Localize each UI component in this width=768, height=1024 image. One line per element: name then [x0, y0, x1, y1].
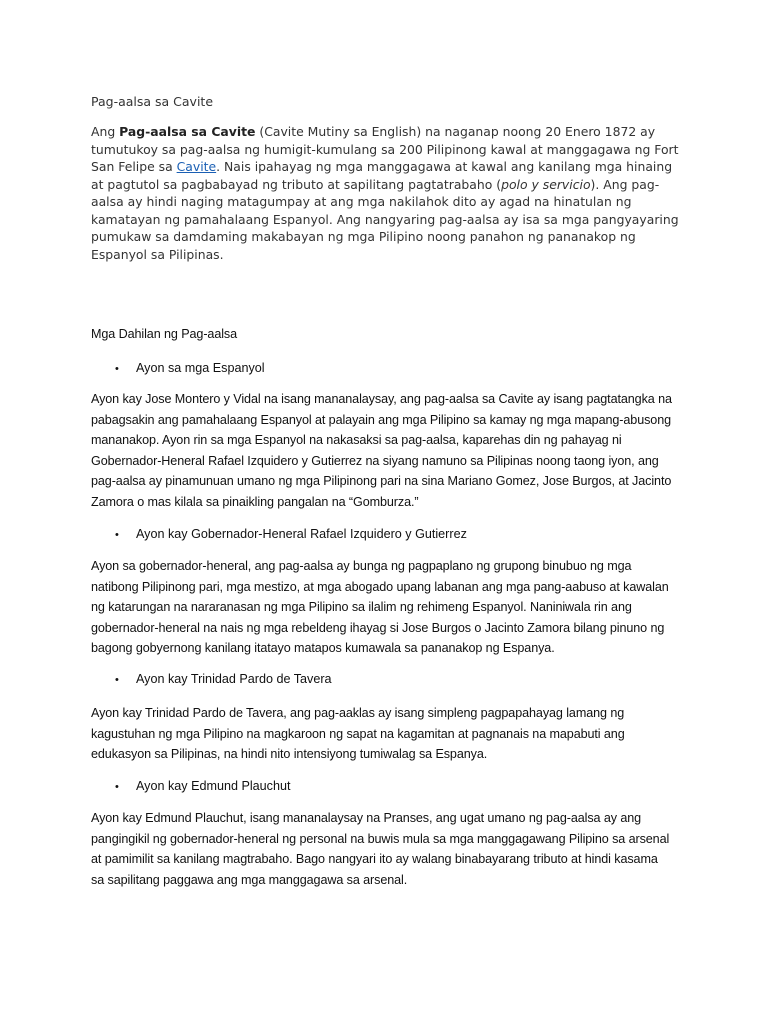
intro-paragraph	[91, 123, 687, 263]
paragraph-line: bagong gobyernong kanilang itatayo matapos kumawala sa pananakop ng Espanya.	[91, 641, 555, 656]
paragraph-line: Gobernador-Heneral Rafael Izquidero y Gutierrez na siyang namuno sa Pilipinas noong taong iyon, ang	[91, 453, 659, 468]
paragraph-line: Ayon kay Jose Montero y Vidal na isang mananalaysay, ang pag-aalsa sa Cavite ay isang pagtatangka na	[91, 392, 672, 406]
bullet-item	[115, 670, 332, 689]
section-paragraph	[91, 556, 681, 659]
paragraph-line: pabagsakin ang pamahalaang Espanyol at palayain ang mga Pilipino sa kamay ng mga mapang-abusong	[91, 412, 672, 427]
paragraph-line: sa sapilitang paggawa ang mga manggagawa sa arsenal.	[91, 872, 408, 887]
paragraph-line: pag-aalsa ay pinamunuan umano ng mga Pilipinong pari na sina Mariano Gomez, Jose Burgos, at Jacinto	[91, 474, 672, 489]
bullet-icon: •	[115, 529, 119, 541]
paragraph-line: Ayon kay Edmund Plauchut, isang mananalaysay na Pranses, ang ugat umano ng pag-aalsa ay ang	[91, 811, 642, 825]
bullet-icon: •	[115, 781, 119, 793]
bullet-item	[115, 777, 291, 796]
section-paragraph	[91, 808, 681, 890]
cavite-link[interactable]: Cavite	[176, 159, 217, 174]
paragraph-line: Zamora o mas kilala sa pinaikling pangalan na “Gomburza.”	[91, 494, 419, 509]
section-paragraph	[91, 389, 681, 513]
intro-bold-term: Pag-aalsa sa Cavite	[119, 124, 256, 139]
paragraph-line: natibong Pilipinong pari, mga mestizo, at mga abogado upang labanan ang mga pang-aabuso at kawalan	[91, 579, 669, 594]
section-title: Mga Dahilan ng Pag-aalsa	[91, 327, 238, 341]
document-title: Pag-aalsa sa Cavite	[91, 94, 214, 109]
bullet-label: Ayon kay Trinidad Pardo de Tavera	[136, 672, 332, 686]
paragraph-line: Ayon sa gobernador-heneral, ang pag-aalsa ay bunga ng pagpaplano ng grupong binubuo ng mga	[91, 559, 632, 573]
bullet-icon: •	[115, 674, 119, 686]
intro-italic-term: polo y servicio	[501, 176, 591, 192]
bullet-item	[115, 525, 467, 544]
intro-text-2: (Cavite Mutiny sa English) na naganap noong 20 Enero 1872 ay tumutukoy sa pag-aalsa ng humigit-kumulang sa 200 Pilipinong kawal at manggagawa ng Fort San Felipe sa	[91, 124, 679, 174]
bullet-label: Ayon kay Edmund Plauchut	[136, 779, 291, 793]
paragraph-line: gobernador-heneral na nais ng mga rebeldeng ihayag si Jose Burgos o Jacinto Zamora bilang pinuno ng	[91, 620, 665, 635]
bullet-label: Ayon kay Gobernador-Heneral Rafael Izquidero y Gutierrez	[136, 527, 467, 541]
bullet-label: Ayon sa mga Espanyol	[136, 361, 265, 375]
bullet-icon: •	[115, 363, 119, 375]
paragraph-line: ng katarungan na nararanasan ng mga Pilipino sa ilalim ng rehimeng Espanyol. Naniniwala rin ang	[91, 600, 632, 615]
paragraph-line: Ayon kay Trinidad Pardo de Tavera, ang pag-aaklas ay isang simpleng pagpapahayag lamang ng	[91, 706, 625, 720]
section-paragraph	[91, 703, 681, 765]
intro-text-4: ). Ang pag-aalsa ay hindi naging matagumpay at ang mga nakilahok dito ay agad na hinatulan ng kamatayan ng pamahalaang Espanyol. Ang nangyaring pag-aalsa ay isa sa mga pangyayaring pumukaw sa damdaming makabayan ng mga Pilipino noong panahon ng pananakop ng Espanyol sa Pilipinas.	[91, 176, 679, 262]
intro-text-3: . Nais ipahayag ng mga manggagawa at kawal ang kanilang mga hinaing at pagtutol sa pagbabayad ng tributo at sapilitang pagtatrabaho (	[91, 159, 673, 192]
bullet-item	[115, 359, 265, 378]
paragraph-line: at pamimilit sa kanilang magtrabaho. Bago nangyari ito ay walang binabayarang tributo at hindi kasama	[91, 852, 658, 867]
paragraph-line: edukasyon sa Pilipinas, na hindi nito intensiyong tumiwalag sa Espanya.	[91, 747, 488, 762]
paragraph-line: mananakop. Ayon rin sa mga Espanyol na nakasaksi sa pag-aalsa, kaparehas din ng pahayag ni	[91, 433, 622, 448]
intro-text-1: Ang	[91, 124, 120, 139]
paragraph-line: kagustuhan ng mga Pilipino na magkaroon ng sapat na kagamitan at pagnanais na mapabuti ang	[91, 726, 625, 741]
paragraph-line: pangingikil ng gobernador-heneral ng personal na buwis mula sa mga manggagawang Pilipino sa arsenal	[91, 831, 670, 846]
